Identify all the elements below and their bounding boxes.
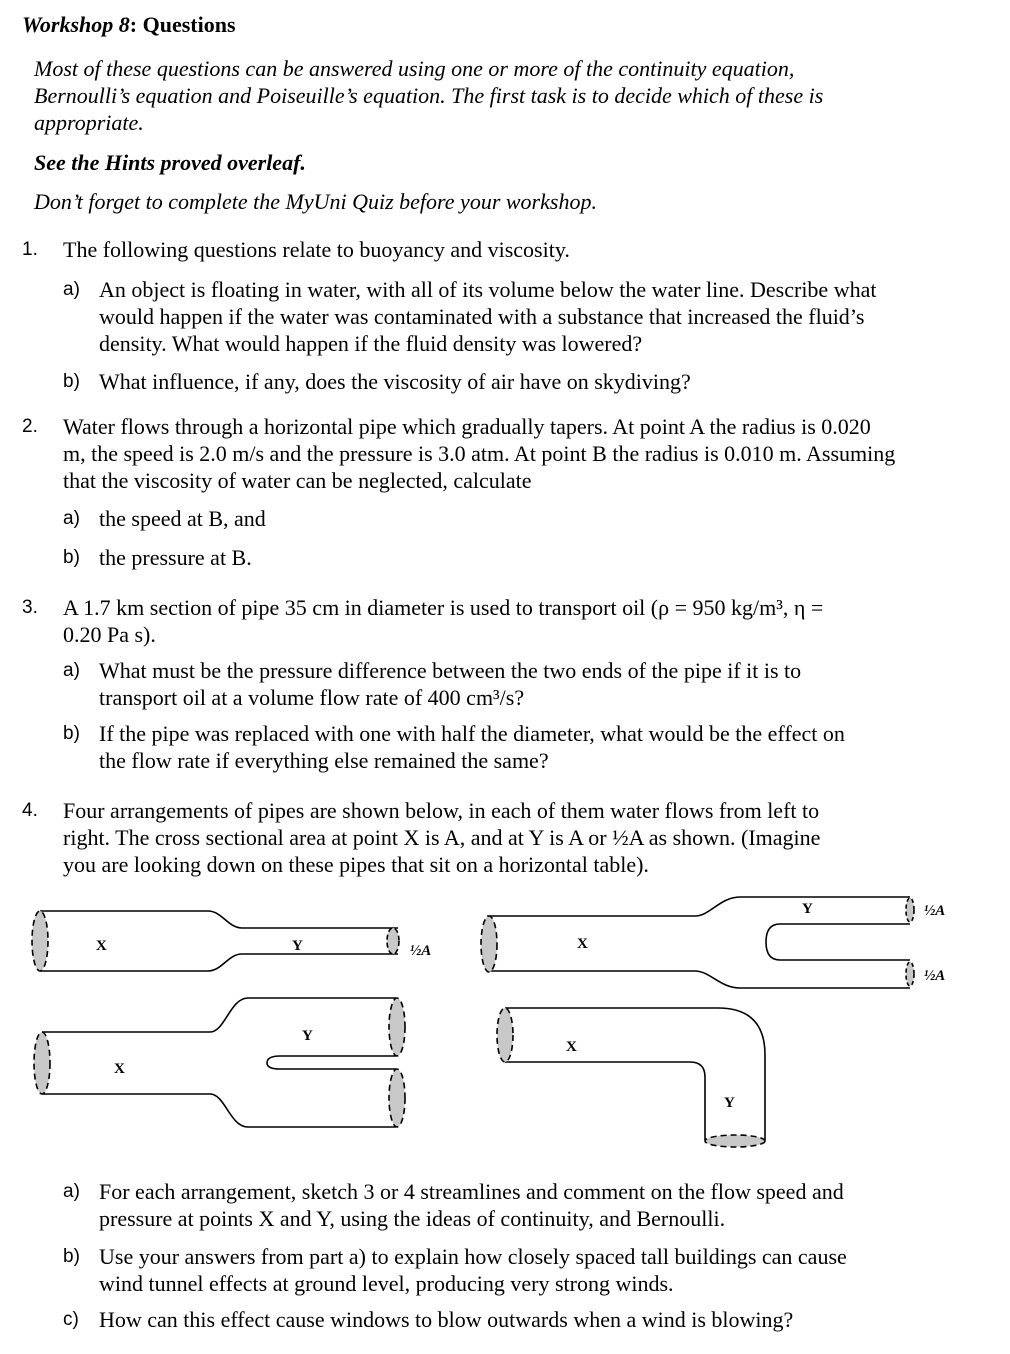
part-label: a) [63, 1181, 80, 1202]
label-y: Y [724, 1095, 735, 1111]
pipe-arrangements-diagram [0, 885, 1010, 1165]
label-x: X [566, 1039, 577, 1055]
question-text [63, 413, 973, 494]
label-x: X [96, 938, 107, 954]
question-text [63, 797, 973, 878]
part-label: a) [63, 660, 80, 681]
question-line: m, the speed is 2.0 m/s and the pressure is 3.0 atm. At point B the radius is 0.010 m. Assuming [63, 441, 896, 466]
part-text [99, 1306, 979, 1333]
part-label: b) [63, 723, 80, 744]
part-line: What influence, if any, does the viscosity of air have on skydiving? [99, 369, 691, 394]
question-text [63, 594, 973, 648]
title-workshop: Workshop 8 [22, 12, 130, 37]
question-line: A 1.7 km section of pipe 35 cm in diameter is used to transport oil (ρ = 950 kg/m³, η = [63, 595, 824, 620]
part-line: the pressure at B. [99, 545, 252, 570]
pipe-arrangement-fork-right [481, 897, 914, 988]
part-text [99, 544, 979, 571]
question-number: 1. [22, 239, 38, 260]
part-line: the flow rate if everything else remained the same? [99, 748, 549, 773]
part-text [99, 276, 979, 357]
question-line: right. The cross sectional area at point X is A, and at Y is A or ½A as shown. (Imagine [63, 825, 821, 850]
part-text [99, 1178, 979, 1232]
part-text [99, 505, 979, 532]
intro-line-1: Most of these questions can be answered using one or more of the continuity equation, [34, 56, 795, 81]
title-questions: : Questions [129, 12, 236, 37]
question-number: 2. [22, 416, 38, 437]
part-line: pressure at points X and Y, using the ideas of continuity, and Bernoulli. [99, 1206, 726, 1231]
question-text [63, 236, 973, 263]
intro-line-3: appropriate. [34, 110, 144, 135]
question-number: 3. [22, 597, 38, 618]
pipe-arrangement-fork-equal [34, 998, 405, 1127]
part-label: c) [63, 1309, 79, 1330]
hints-note: See the Hints proved overleaf. [34, 150, 306, 175]
part-text [99, 368, 979, 395]
part-label: a) [63, 508, 80, 529]
label-half-area: ½A [924, 903, 946, 919]
part-label: b) [63, 547, 80, 568]
label-half-area: ½A [924, 968, 946, 984]
question-line: Water flows through a horizontal pipe which gradually tapers. At point A the radius is 0.020 [63, 414, 871, 439]
part-label: b) [63, 1246, 80, 1267]
part-text [99, 657, 979, 711]
part-line: would happen if the water was contaminated with a substance that increased the fluid’s [99, 304, 865, 329]
label-x: X [114, 1061, 125, 1077]
part-line: How can this effect cause windows to blow outwards when a wind is blowing? [99, 1307, 794, 1332]
part-line: For each arrangement, sketch 3 or 4 streamlines and comment on the flow speed and [99, 1179, 844, 1204]
part-label: a) [63, 279, 80, 300]
part-line: An object is floating in water, with all of its volume below the water line. Describe what [99, 277, 877, 302]
pipe-arrangement-taper [32, 911, 399, 971]
label-y: Y [302, 1028, 313, 1044]
part-line: density. What would happen if the fluid density was lowered? [99, 331, 643, 356]
label-x: X [577, 936, 588, 952]
part-line: wind tunnel effects at ground level, producing very strong winds. [99, 1271, 674, 1296]
part-line: Use your answers from part a) to explain how closely spaced tall buildings can cause [99, 1244, 847, 1269]
question-line: you are looking down on these pipes that sit on a horizontal table). [63, 852, 649, 877]
part-label: b) [63, 371, 80, 392]
part-line: If the pipe was replaced with one with half the diameter, what would be the effect on [99, 721, 845, 746]
question-line: Four arrangements of pipes are shown below, in each of them water flows from left to [63, 798, 820, 823]
pipe-arrangement-elbow [497, 1008, 765, 1147]
question-line: The following questions relate to buoyancy and viscosity. [63, 237, 570, 262]
page-title [22, 12, 236, 38]
part-text [99, 1243, 979, 1297]
part-line: the speed at B, and [99, 506, 266, 531]
part-text [99, 720, 979, 774]
quiz-reminder: Don’t forget to complete the MyUni Quiz before your workshop. [34, 189, 597, 214]
part-line: What must be the pressure difference between the two ends of the pipe if it is to [99, 658, 802, 683]
label-half-area: ½A [410, 943, 432, 959]
label-y: Y [802, 901, 813, 917]
question-number: 4. [22, 800, 38, 821]
label-y: Y [292, 938, 303, 954]
intro-line-2: Bernoulli’s equation and Poiseuille’s equation. The first task is to decide which of these is [34, 83, 824, 108]
part-line: transport oil at a volume flow rate of 400 cm³/s? [99, 685, 525, 710]
question-line: that the viscosity of water can be neglected, calculate [63, 468, 532, 493]
question-line: 0.20 Pa s). [63, 622, 156, 647]
